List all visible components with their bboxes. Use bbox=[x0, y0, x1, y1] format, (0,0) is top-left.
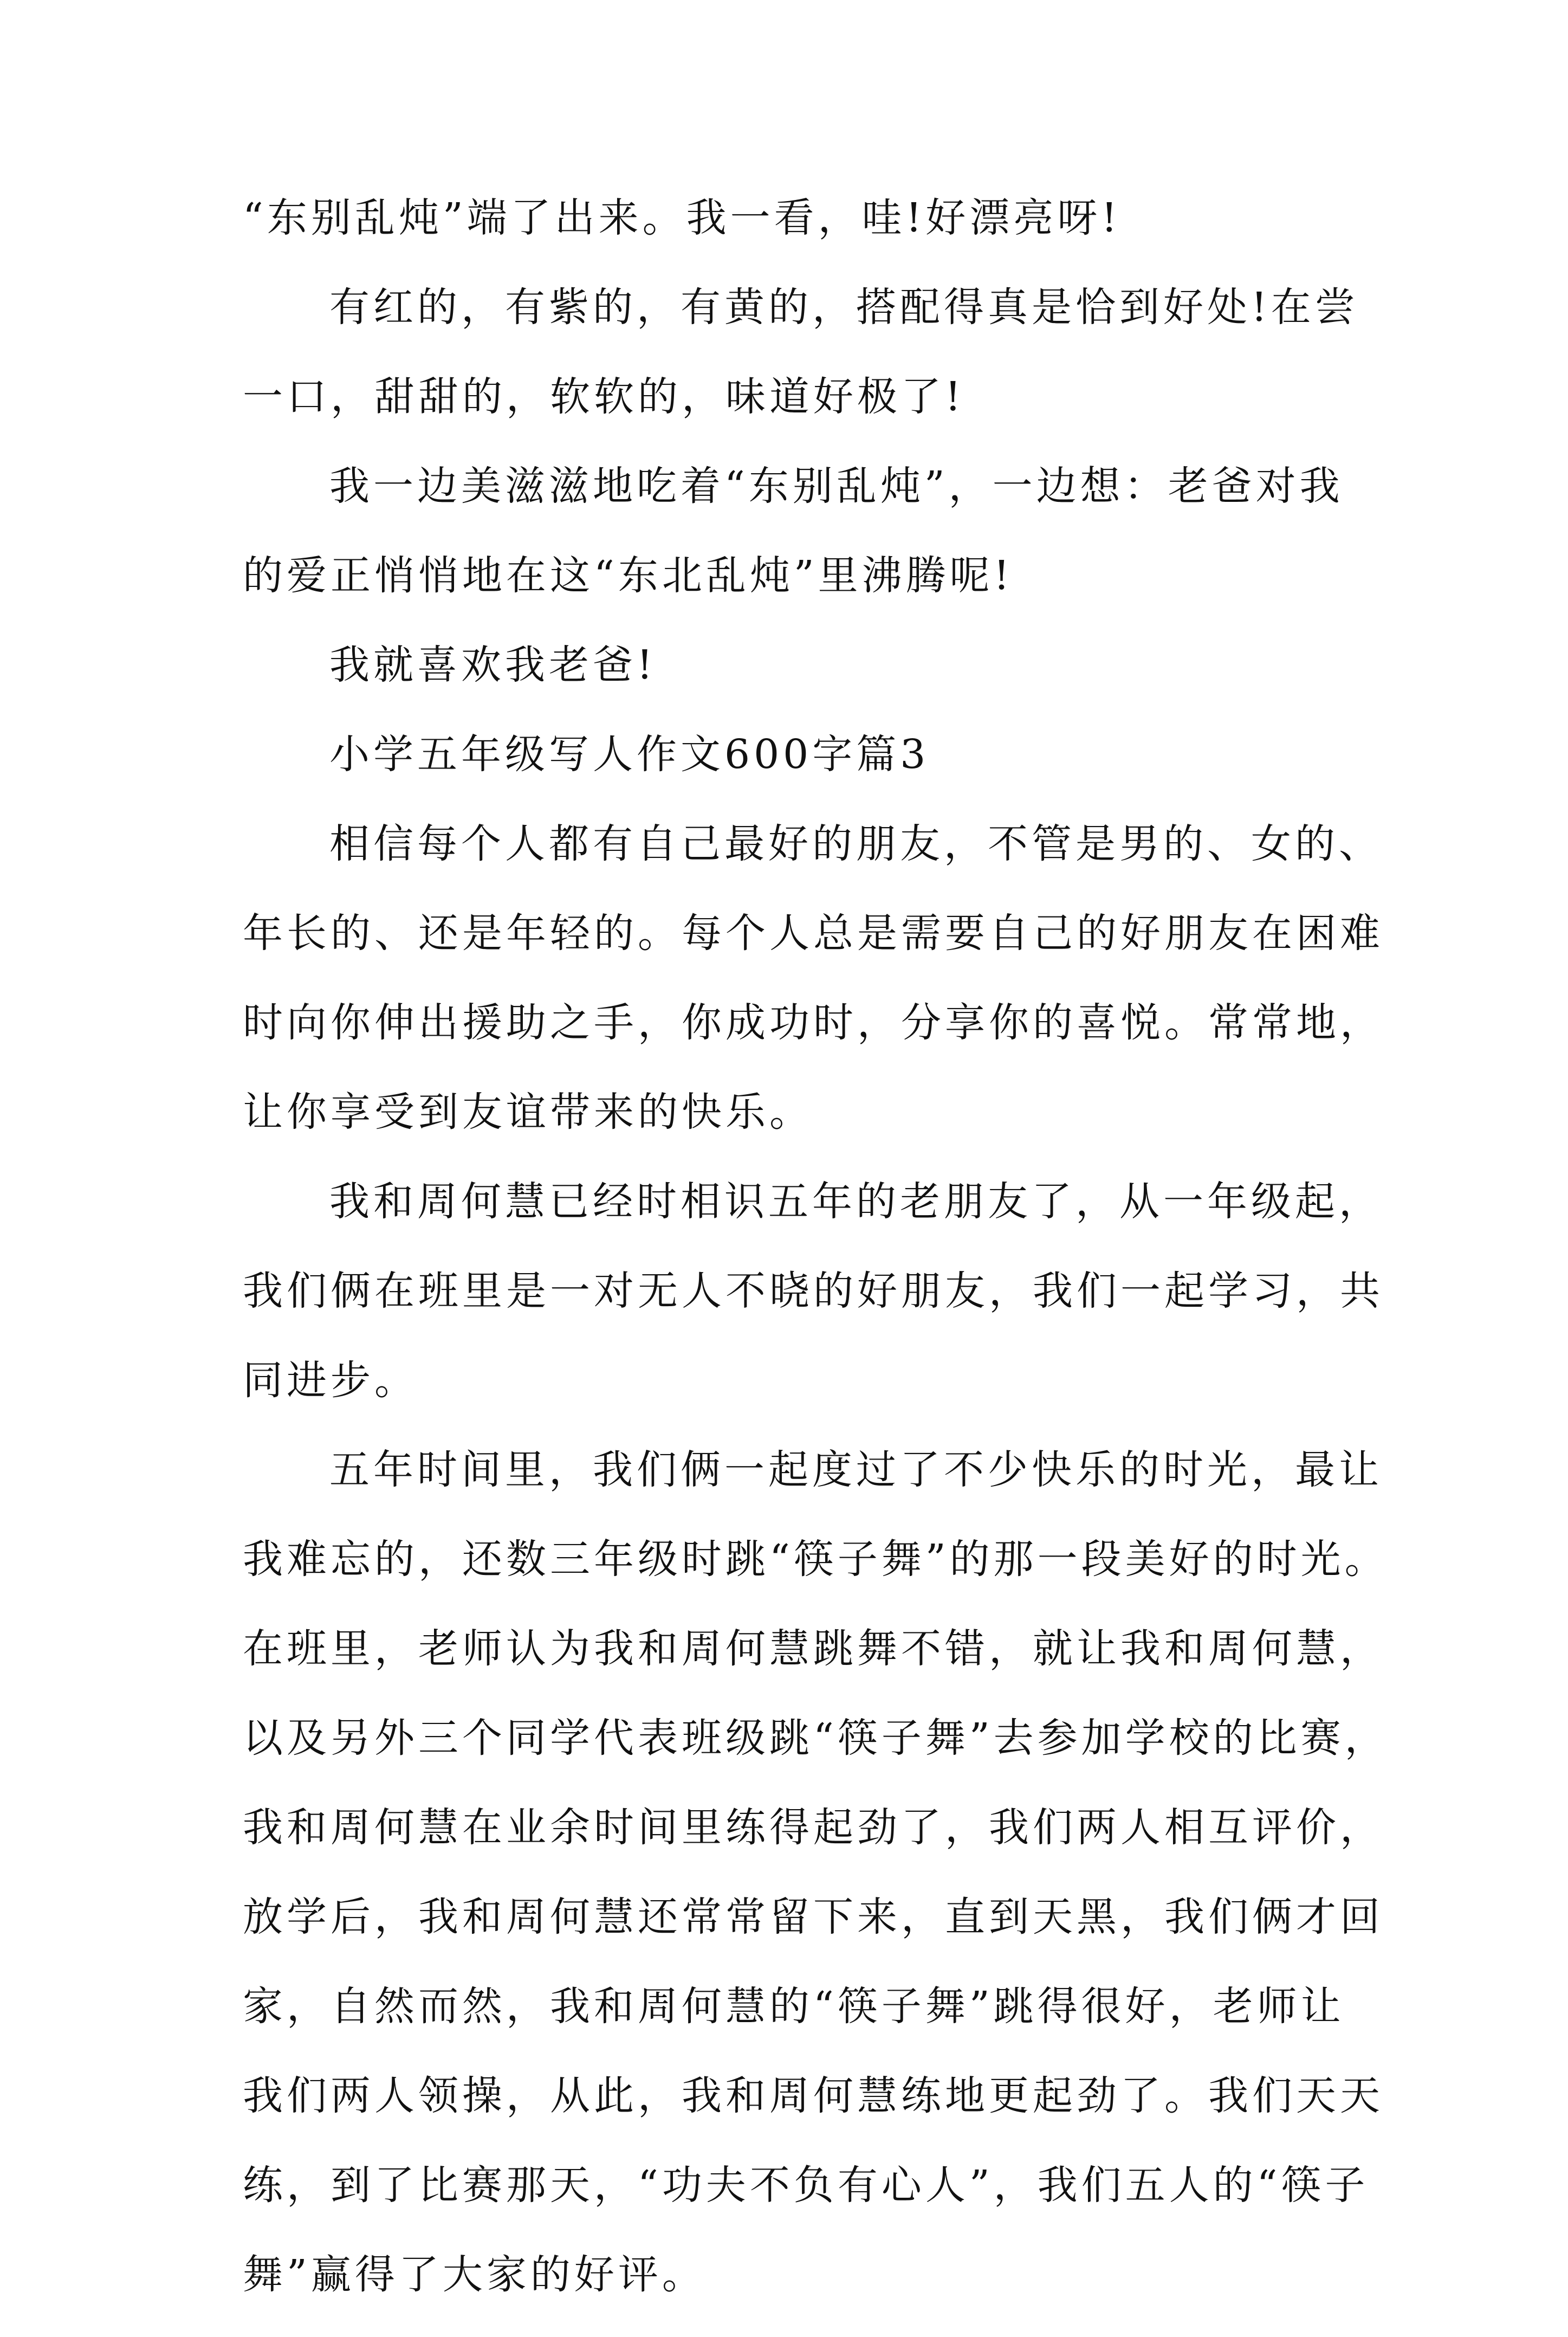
text-line: 家，自然而然，我和周何慧的“筷子舞”跳得很好，老师让 bbox=[243, 1983, 1345, 2030]
text-line: 我们两人领操，从此，我和周何慧练地更起劲了。我们天天 bbox=[243, 2073, 1384, 2119]
text-line: 我难忘的，还数三年级时跳“筷子舞”的那一段美好的时光。 bbox=[243, 1536, 1389, 1583]
text-line: 我和周何慧已经时相识五年的老朋友了，从一年级起， bbox=[329, 1178, 1383, 1225]
text-line: 舞”赢得了大家的好评。 bbox=[243, 2251, 706, 2298]
text-line: 一口，甜甜的，软软的，味道好极了! bbox=[243, 373, 965, 420]
document-body bbox=[243, 191, 1389, 2337]
text-line: 时向你伸出援助之手，你成功时，分享你的喜悦。常常地， bbox=[243, 999, 1384, 1046]
text-line: 我和周何慧在业余时间里练得起劲了，我们两人相互评价， bbox=[243, 1804, 1384, 1851]
text-line: 同进步。 bbox=[243, 1357, 418, 1404]
text-line: 以及另外三个同学代表班级跳“筷子舞”去参加学校的比赛， bbox=[243, 1715, 1389, 1761]
text-line: 我一边美滋滋地吃着“东别乱炖”，一边想：老爸对我 bbox=[329, 463, 1344, 509]
text-line: 放学后，我和周何慧还常常留下来，直到天黑，我们俩才回 bbox=[243, 1894, 1384, 1940]
text-line: 在班里，老师认为我和周何慧跳舞不错，就让我和周何慧， bbox=[243, 1625, 1384, 1672]
text-line: 练，到了比赛那天，“功夫不负有心人”，我们五人的“筷子 bbox=[243, 2162, 1369, 2209]
text-line: 我就喜欢我老爸! bbox=[329, 642, 657, 688]
text-line: 我们俩在班里是一对无人不晓的好朋友，我们一起学习，共 bbox=[243, 1268, 1384, 1314]
text-line: 年长的、还是年轻的。每个人总是需要自己的好朋友在困难 bbox=[243, 910, 1384, 957]
text-line: 的爱正悄悄地在这“东北乱炖”里沸腾呢! bbox=[243, 552, 1014, 599]
text-line: “东别乱炖”端了出来。我一看，哇!好漂亮呀! bbox=[243, 195, 1122, 241]
text-line: 相信每个人都有自己最好的朋友，不管是男的、女的、 bbox=[329, 821, 1383, 867]
section-heading: 小学五年级写人作文600字篇3 bbox=[329, 731, 930, 778]
text-line: 五年时间里，我们俩一起度过了不少快乐的时光，最让 bbox=[329, 1447, 1383, 1493]
text-line: 让你享受到友谊带来的快乐。 bbox=[243, 1089, 813, 1135]
text-line: 有红的，有紫的，有黄的，搭配得真是恰到好处!在尝 bbox=[329, 284, 1359, 331]
